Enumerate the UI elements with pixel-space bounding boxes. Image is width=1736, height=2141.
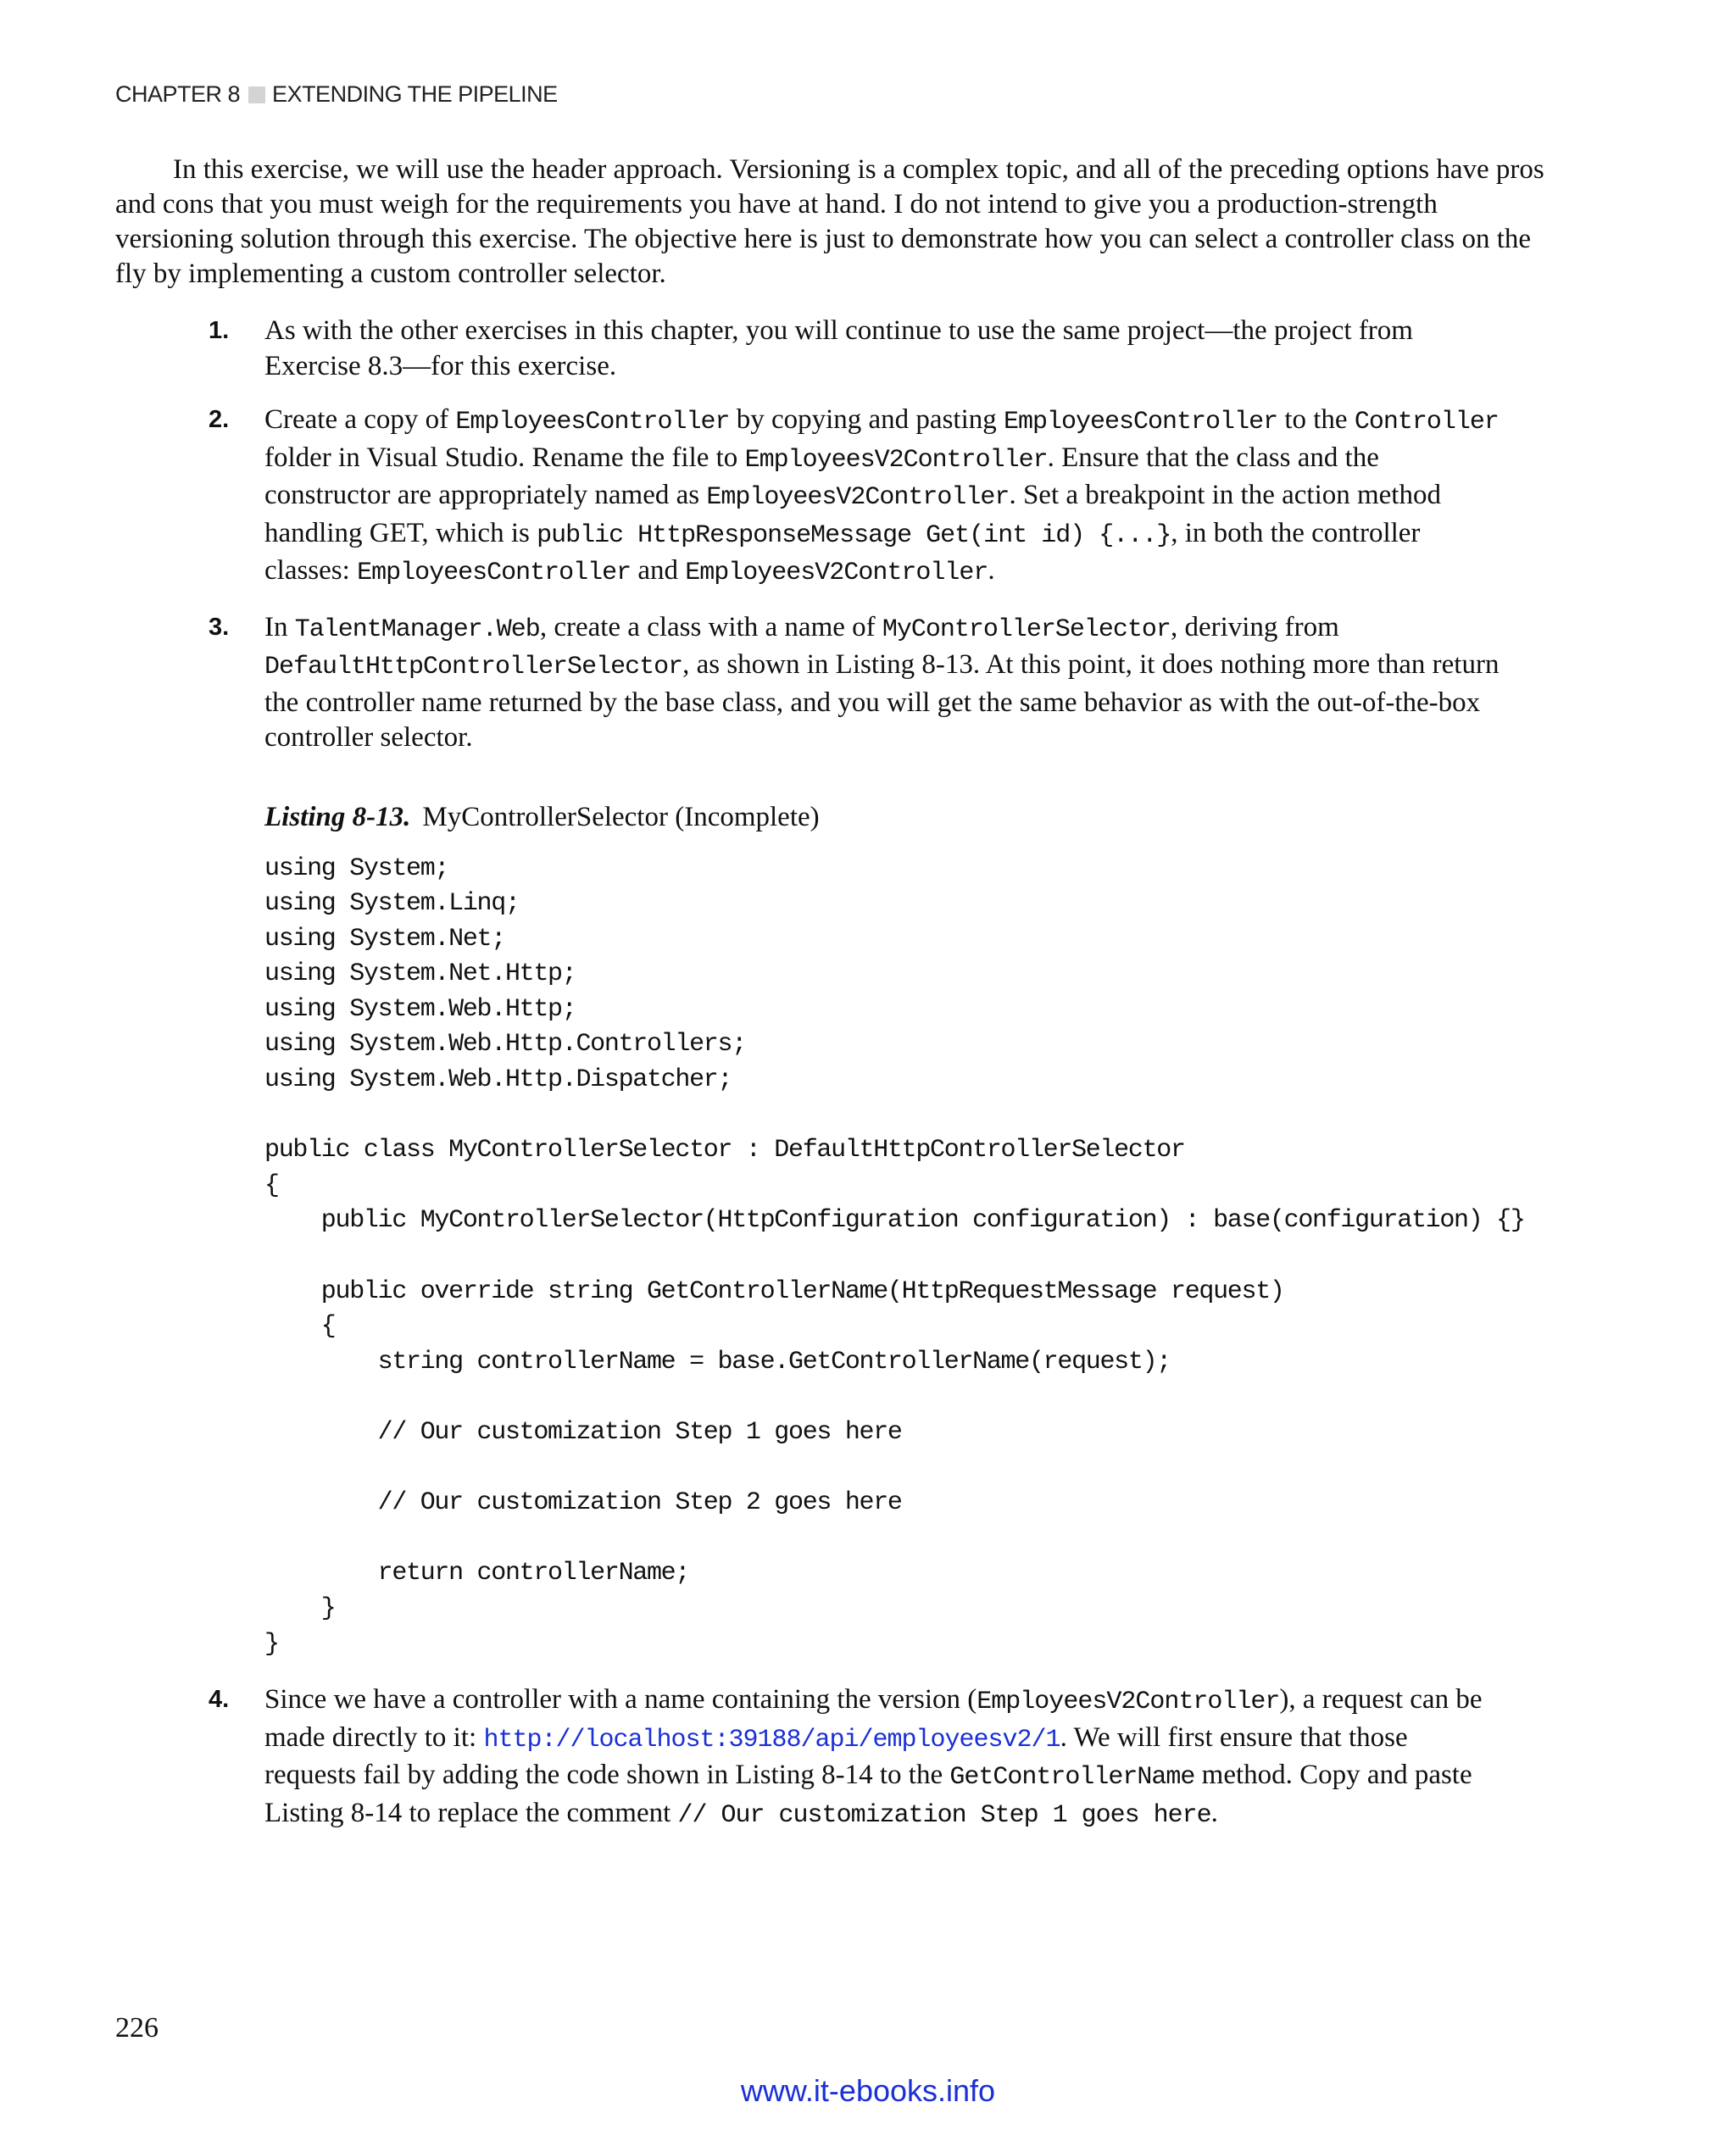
- inline-code: DefaultHttpControllerSelector: [264, 653, 683, 681]
- inline-code: EmployeesV2Controller: [976, 1688, 1280, 1717]
- listing-title: MyControllerSelector (Incomplete): [422, 801, 820, 832]
- listing-caption: [264, 800, 1573, 835]
- localhost-url-link[interactable]: http://localhost:39188/api/employeesv2/1: [483, 1725, 1060, 1755]
- text-run: .: [988, 555, 995, 586]
- text-run: by copying and pasting: [729, 404, 1004, 435]
- text-run: Since we have a controller with a name containing the version (: [264, 1684, 977, 1716]
- text-run: . We will first ensure that those requests fail by adding the code shown in Listing 8-14 to the: [264, 1721, 1408, 1791]
- inline-code: MyControllerSelector: [882, 614, 1171, 644]
- text-run: method. Copy and paste Listing 8-14 to replace the comment: [264, 1760, 1472, 1828]
- step-number: 4.: [209, 1686, 230, 1714]
- inline-code: EmployeesV2Controller: [744, 445, 1048, 475]
- text-run: . Set a breakpoint in the action method handling GET, which is: [264, 480, 1441, 548]
- step-3: [115, 610, 1573, 1663]
- chapter-label: CHAPTER 8: [115, 81, 241, 107]
- text-run: ), a request can be made directly to it:: [264, 1684, 1483, 1753]
- inline-code: TalentManager.Web: [294, 614, 540, 644]
- chapter-title: EXTENDING THE PIPELINE: [272, 81, 558, 107]
- steps-list: [115, 314, 1573, 1833]
- step-number: 3.: [209, 613, 230, 641]
- inline-code: EmployeesController: [455, 408, 730, 437]
- text-run: .: [1210, 1797, 1218, 1828]
- text-run: Create a copy of: [264, 404, 456, 435]
- step-1: [115, 314, 1573, 384]
- step-text: As with the other exercises in this chapter, you will continue to use the same project—the project from Exercise 8.3—for this exercise.: [264, 315, 1413, 381]
- listing-label: Listing 8-13.: [264, 801, 411, 832]
- step-4: [115, 1682, 1573, 1833]
- step-text: [264, 403, 1502, 592]
- inline-code: EmployeesV2Controller: [706, 483, 1010, 512]
- intro-section: [115, 153, 1548, 292]
- page-number: 226: [115, 2012, 159, 2044]
- step-2: [115, 403, 1573, 592]
- text-run: , as shown in Listing 8-13. At this point, it does nothing more than return the controller name returned by the base class, and you will get the same behavior as with the out-of-the-box controller selector.: [264, 649, 1500, 753]
- step-number: 2.: [209, 406, 230, 433]
- inline-code: EmployeesController: [1004, 408, 1278, 437]
- text-run: In: [264, 611, 295, 642]
- intro-paragraph: In this exercise, we will use the header approach. Versioning is a complex topic, and all of the preceding options have pros and cons that you must weigh for the requirements you have at hand. I do not intend to give you a production-strength versioning solution through this exercise. The objective here is just to demonstrate how you can select a controller class on the fly by implementing a custom controller selector.: [115, 154, 1544, 289]
- text-run: , create a class with a name of: [539, 611, 882, 642]
- text-run: . Ensure that the class and the constructor are appropriately named as: [264, 442, 1379, 510]
- inline-code: Controller: [1354, 408, 1499, 437]
- inline-code: EmployeesV2Controller: [685, 559, 988, 587]
- header-separator-square: [248, 86, 265, 103]
- text-run: , deriving from: [1170, 611, 1339, 642]
- step-number: 1.: [209, 317, 230, 344]
- text-run: , in both the controller classes:: [264, 517, 1421, 586]
- step-text: [264, 610, 1502, 756]
- code-listing: using System; using System.Linq; using System.Net; using System.Net.Http; using System.Web.Http; using System.Web.Http.Controllers; using System.Web.Http.Dispatcher; public class MyControllerSelector : DefaultHttpControllerSelector { public MyControllerSelector(HttpConfiguration configuration) : base(configuration) {} public override string GetControllerName(HttpRequestMessage request) { string controllerName = base.GetControllerName(request); // Our customization Step 1 goes here // Our customization Step 2 goes here return controllerName; } }: [264, 854, 1525, 1659]
- inline-code: EmployeesController: [357, 559, 632, 587]
- step-text: [264, 1682, 1502, 1833]
- inline-code: public HttpResponseMessage Get(int id) {...}: [537, 520, 1171, 550]
- footer-website-link[interactable]: www.it-ebooks.info: [740, 2073, 996, 2108]
- running-header: [115, 81, 558, 108]
- text-run: folder in Visual Studio. Rename the file to: [264, 442, 745, 473]
- text-run: to the: [1277, 404, 1355, 435]
- inline-code: GetControllerName: [949, 1763, 1195, 1793]
- text-run: and: [631, 555, 686, 586]
- inline-code: // Our customization Step 1 goes here: [677, 1800, 1211, 1830]
